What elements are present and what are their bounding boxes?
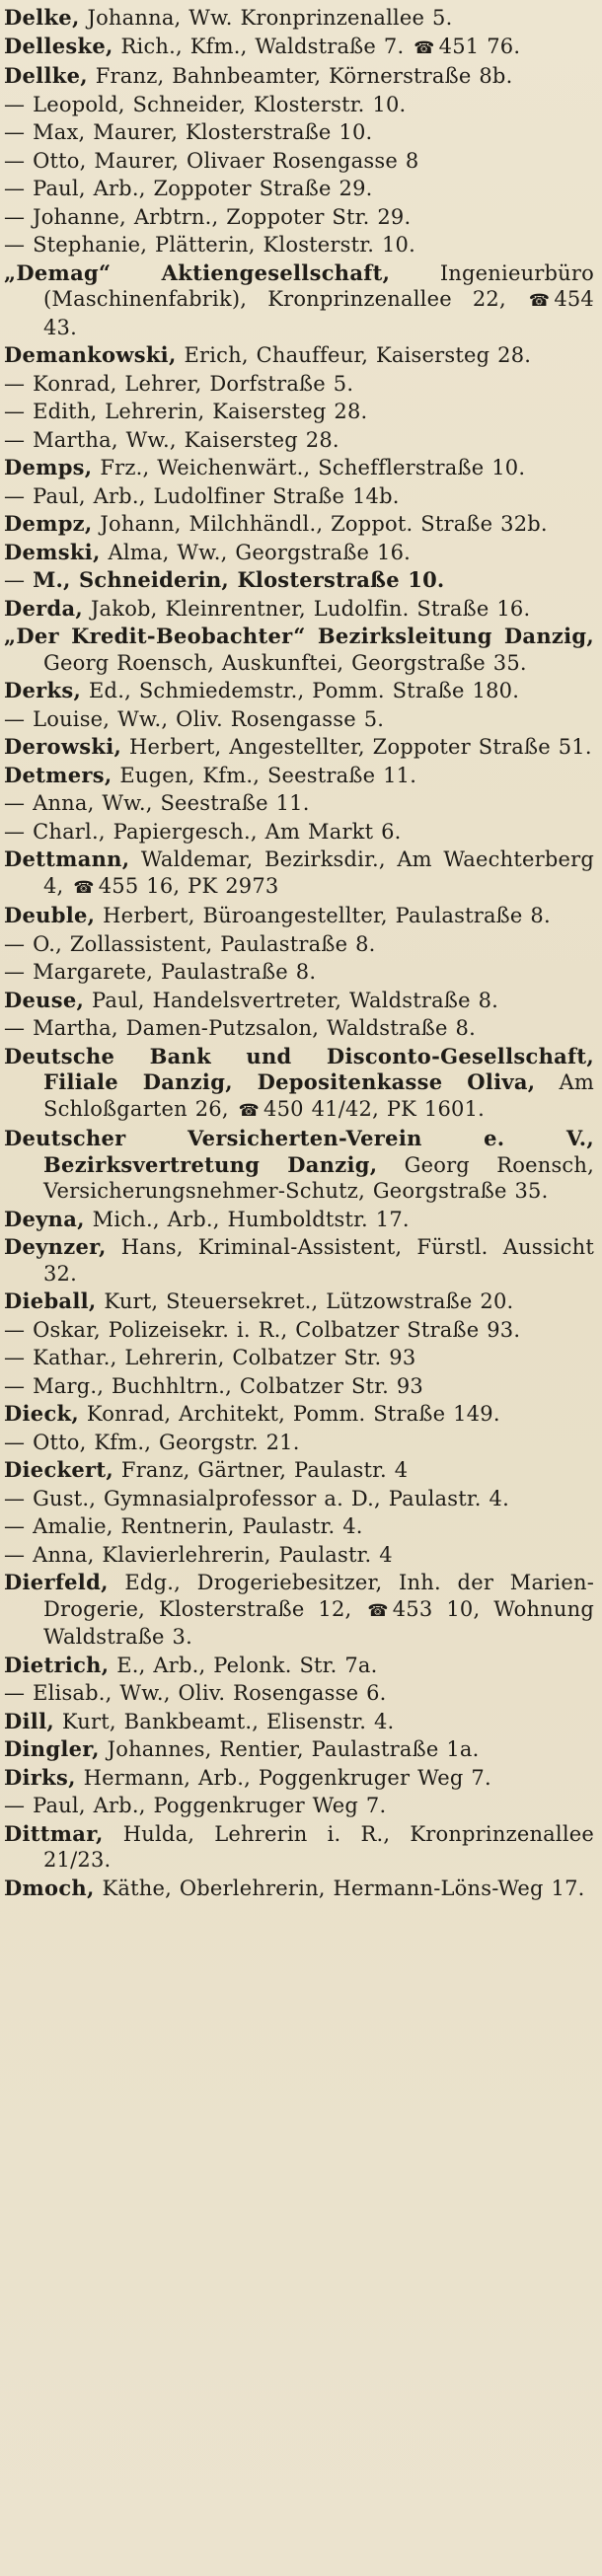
entry-text: Anna, Klavierlehrerin, Paulastr. 4: [33, 1542, 393, 1567]
telephone-icon: ☎: [414, 37, 435, 58]
directory-entry: [4, 511, 594, 538]
entry-name: Demski,: [4, 539, 101, 564]
entry-name: „Der Kredit-Beobachter“ Bezirksleitung Danzig,: [4, 624, 594, 648]
phone-number: 451 76.: [438, 34, 521, 58]
repeat-dash: —: [4, 706, 34, 731]
repeat-dash: —: [4, 177, 34, 200]
telephone-icon: ☎: [73, 877, 95, 898]
directory-entry: [4, 1207, 594, 1233]
directory-entry: [4, 92, 594, 118]
entry-text: Hulda, Lehrerin i. R., Kronprinzenallee 21/23.: [43, 1821, 594, 1872]
entry-name: Dieball,: [4, 1288, 97, 1313]
entry-name: Deynzer,: [4, 1234, 107, 1259]
directory-entry: [4, 1653, 594, 1679]
directory-entry: [4, 1126, 594, 1205]
entry-text: Edith, Lehrerin, Kaisersteg 28.: [33, 400, 368, 423]
entry-name: Detmers,: [4, 762, 113, 787]
directory-entry: [4, 34, 594, 62]
entry-name: Dempz,: [4, 511, 93, 536]
entry-name: Dietrich,: [4, 1652, 110, 1677]
entry-text: Johannes, Rentier, Paulastraße 1a.: [107, 1737, 480, 1761]
entry-name: Dieck,: [4, 1401, 79, 1426]
directory-entry: [4, 1709, 594, 1735]
repeat-dash: —: [4, 1486, 34, 1510]
entry-text: Franz, Gärtner, Paulastr. 4: [120, 1458, 409, 1482]
entry-name: Dirks,: [4, 1764, 76, 1790]
repeat-dash: —: [4, 233, 34, 257]
repeat-dash: —: [4, 427, 34, 452]
directory-entry: [4, 1680, 594, 1707]
entry-text: Alma, Ww., Georgstraße 16.: [108, 540, 412, 564]
entry-name: Deyna,: [4, 1206, 85, 1231]
directory-entry: [4, 260, 594, 341]
entry-text: Paul, Arb., Ludolfiner Straße 14b.: [33, 483, 400, 508]
entry-text: Hans, Kriminal-Assistent, Fürstl. Aussicht 32.: [43, 1235, 594, 1286]
entry-text: Konrad, Lehrer, Dorfstraße 5.: [33, 371, 354, 396]
entry-text: E., Arb., Pelonk. Str. 7a.: [116, 1653, 378, 1677]
entry-text: Erich, Chauffeur, Kaisersteg 28.: [184, 343, 532, 367]
phone-number: 454 43.: [43, 287, 594, 339]
entry-name: Demankowski,: [4, 342, 177, 367]
entry-name: Delke,: [4, 5, 80, 30]
entry-text: Stephanie, Plätterin, Klosterstr. 10.: [33, 233, 415, 257]
directory-entry: [4, 371, 594, 398]
repeat-dash: —: [4, 1794, 34, 1817]
directory-entry: [4, 1570, 594, 1651]
directory-entry: [4, 232, 594, 258]
entry-name: Deuse,: [4, 987, 85, 1012]
directory-entry: [4, 763, 594, 789]
entry-name: Dettmann,: [4, 846, 130, 871]
entry-name: Derda,: [4, 595, 84, 621]
phone-number: 453 10,: [392, 1596, 481, 1621]
repeat-dash: —: [4, 1346, 34, 1369]
entry-name: Dingler,: [4, 1736, 100, 1761]
entry-text: Margarete, Paulastraße 8.: [33, 960, 317, 984]
telephone-icon: ☎: [367, 1600, 389, 1621]
entry-text: Mich., Arb., Humboldtstr. 17.: [92, 1207, 410, 1231]
directory-entry: [4, 204, 594, 231]
entry-text: Käthe, Oberlehrerin, Hermann-Löns-Weg 17.: [102, 1876, 585, 1900]
entry-text-continued: Wohnung Waldstraße 3.: [43, 1596, 594, 1649]
entry-text: Johanne, Arbtrn., Zoppoter Str. 29.: [33, 204, 412, 229]
entry-text: Martha, Ww., Kaisersteg 28.: [33, 427, 339, 452]
phone-number: 450 41/42, PK 1601.: [263, 1096, 486, 1121]
entry-name: Dittmar,: [4, 1820, 104, 1846]
directory-entry: [4, 119, 594, 146]
entry-name: Deutsche Bank und Disconto-Gesellschaft, Filiale Danzig, Depositenkasse Oliva,: [4, 1043, 594, 1094]
directory-entry: [4, 567, 594, 594]
directory-entry: [4, 1457, 594, 1484]
entry-text: Konrad, Architekt, Pomm. Straße 149.: [86, 1402, 500, 1426]
directory-entry: [4, 148, 594, 175]
entry-text: M., Schneiderin, Klosterstraße 10.: [33, 567, 445, 592]
entry-text: Franz, Bahnbeamter, Körnerstraße 8b.: [95, 64, 513, 88]
entry-text: Frz., Weichenwärt., Schefflerstraße 10.: [100, 456, 526, 479]
repeat-dash: —: [4, 1016, 34, 1040]
repeat-dash: —: [4, 371, 34, 396]
directory-entry: [4, 819, 594, 846]
directory-entry: [4, 846, 594, 901]
directory-entry: [4, 342, 594, 369]
repeat-dash: —: [4, 148, 34, 173]
entry-text: Georg Roensch, Versicherungsnehmer-Schutz, Georgstraße 35.: [43, 1152, 594, 1203]
repeat-dash: —: [4, 791, 34, 815]
directory-entry: [4, 1401, 594, 1428]
entry-text: Ingenieurbüro (Maschinenfabrik), Kronprinzenallee 22,: [43, 260, 594, 311]
directory-entry: [4, 790, 594, 817]
directory-entry: [4, 1486, 594, 1512]
repeat-dash: —: [4, 568, 34, 592]
repeat-dash: —: [4, 931, 34, 956]
entry-text: Oskar, Polizeisekr. i. R., Colbatzer Straße 93.: [33, 1317, 521, 1342]
repeat-dash: —: [4, 1373, 34, 1398]
repeat-dash: —: [4, 1317, 34, 1342]
entry-text: Anna, Ww., Seestraße 11.: [33, 791, 310, 815]
entry-text: Johanna, Ww. Kronprinzenallee 5.: [87, 6, 453, 30]
entry-name: Deuble,: [4, 903, 96, 927]
repeat-dash: —: [4, 1542, 34, 1567]
directory-entry: [4, 5, 594, 32]
entry-text: Elisab., Ww., Oliv. Rosengasse 6.: [33, 1681, 387, 1705]
directory-entry: [4, 596, 594, 623]
directory-entry: [4, 931, 594, 958]
directory-entry: [4, 483, 594, 510]
entry-name: Dill,: [4, 1708, 54, 1733]
directory-entry: [4, 1234, 594, 1287]
entry-text: Leopold, Schneider, Klosterstr. 10.: [33, 92, 407, 116]
entry-text: Max, Maurer, Klosterstraße 10.: [33, 120, 373, 144]
repeat-dash: —: [4, 960, 34, 984]
directory-entry: [4, 1317, 594, 1344]
telephone-icon: ☎: [528, 291, 551, 311]
entry-name: Demps,: [4, 455, 93, 479]
repeat-dash: —: [4, 1514, 34, 1538]
entry-name: Dmoch,: [4, 1875, 95, 1900]
directory-entry: [4, 1345, 594, 1371]
directory-entry: [4, 540, 594, 566]
phone-number: 455 16, PK 2973: [98, 873, 279, 898]
entry-text: Paul, Arb., Zoppoter Straße 29.: [33, 177, 373, 200]
repeat-dash: —: [4, 1681, 34, 1705]
entry-text: Waldemar, Bezirksdir., Am Waechterberg 4,: [43, 847, 594, 898]
directory-entry: [4, 988, 594, 1014]
entry-text: Johann, Milchhändl., Zoppot. Straße 32b.: [100, 512, 548, 536]
directory-entry: [4, 427, 594, 454]
directory-entry: [4, 1513, 594, 1540]
entry-text: Paul, Arb., Poggenkruger Weg 7.: [33, 1794, 387, 1817]
entry-name: Deutscher Versicherten-Verein e. V., Bezirksvertretung Danzig,: [4, 1126, 594, 1177]
repeat-dash: —: [4, 819, 34, 844]
entry-text: Otto, Maurer, Olivaer Rosengasse 8: [33, 148, 419, 173]
directory-entry: [4, 1542, 594, 1569]
directory-entry: [4, 176, 594, 202]
directory-entry: [4, 1736, 594, 1763]
directory-entry: [4, 903, 594, 929]
directory-entry: [4, 734, 594, 761]
entry-text: Edg., Drogeriebesitzer, Inh. der Marien-Drogerie, Klosterstraße 12,: [43, 1571, 594, 1621]
telephone-icon: ☎: [238, 1100, 261, 1121]
directory-entry: [4, 1430, 594, 1456]
entry-name: Derks,: [4, 678, 82, 702]
entry-text: Rich., Kfm., Waldstraße 7.: [120, 34, 405, 58]
directory-entry: [4, 1821, 594, 1874]
entry-name: Dieckert,: [4, 1457, 114, 1482]
entry-text: Am Schloßgarten 26,: [43, 1070, 594, 1121]
entry-text: Herbert, Angestellter, Zoppoter Straße 51.: [128, 735, 592, 759]
directory-entry: [4, 1044, 594, 1125]
directory-entry: [4, 959, 594, 986]
entry-text: Marg., Buchhltrn., Colbatzer Str. 93: [33, 1373, 423, 1398]
entry-text: Paul, Handelsvertreter, Waldstraße 8.: [92, 988, 499, 1012]
entry-text: Otto, Kfm., Georgstr. 21.: [33, 1430, 300, 1454]
repeat-dash: —: [4, 204, 34, 229]
directory-entry: [4, 1876, 594, 1902]
repeat-dash: —: [4, 120, 34, 144]
repeat-dash: —: [4, 483, 34, 508]
repeat-dash: —: [4, 92, 34, 116]
directory-entry: [4, 1765, 594, 1792]
directory-entry: [4, 399, 594, 425]
entry-name: „Demag“ Aktiengesellschaft,: [4, 259, 391, 285]
entry-text: Eugen, Kfm., Seestraße 11.: [119, 763, 417, 787]
entry-text: Hermann, Arb., Poggenkruger Weg 7.: [83, 1765, 491, 1790]
directory-entry: [4, 1793, 594, 1819]
entry-text: Ed., Schmiedemstr., Pomm. Straße 180.: [89, 679, 520, 702]
directory-entry: [4, 678, 594, 704]
directory-entry: [4, 1288, 594, 1315]
entry-name: Dellke,: [4, 63, 88, 88]
entry-text: Louise, Ww., Oliv. Rosengasse 5.: [33, 706, 385, 731]
entry-text: Kurt, Steuersekret., Lützowstraße 20.: [104, 1289, 514, 1313]
entry-text: Georg Roensch, Auskunftei, Georgstraße 35.: [43, 650, 527, 675]
entry-text: Herbert, Büroangestellter, Paulastraße 8.: [103, 904, 551, 927]
entry-text: O., Zollassistent, Paulastraße 8.: [33, 931, 376, 956]
directory-entry: [4, 455, 594, 481]
entry-text: Gust., Gymnasialprofessor a. D., Paulastr. 4.: [33, 1486, 509, 1510]
directory-entry: [4, 1373, 594, 1400]
repeat-dash: —: [4, 400, 34, 423]
entry-text: Kathar., Lehrerin, Colbatzer Str. 93: [33, 1346, 416, 1369]
entry-text: Jakob, Kleinrentner, Ludolfin. Straße 16.: [90, 596, 531, 621]
entry-name: Delleske,: [4, 33, 113, 58]
entry-text: Martha, Damen-Putzsalon, Waldstraße 8.: [33, 1016, 476, 1040]
entry-name: Derowski,: [4, 734, 122, 759]
repeat-dash: —: [4, 1430, 34, 1454]
entry-text: Amalie, Rentnerin, Paulastr. 4.: [33, 1514, 363, 1538]
entry-text: Charl., Papiergesch., Am Markt 6.: [33, 819, 402, 844]
directory-entry: [4, 624, 594, 676]
entry-name: Dierfeld,: [4, 1570, 109, 1594]
directory-entry: [4, 1015, 594, 1042]
entry-text: Kurt, Bankbeamt., Elisenstr. 4.: [61, 1709, 395, 1733]
directory-entry: [4, 63, 594, 90]
directory-entry: [4, 706, 594, 733]
